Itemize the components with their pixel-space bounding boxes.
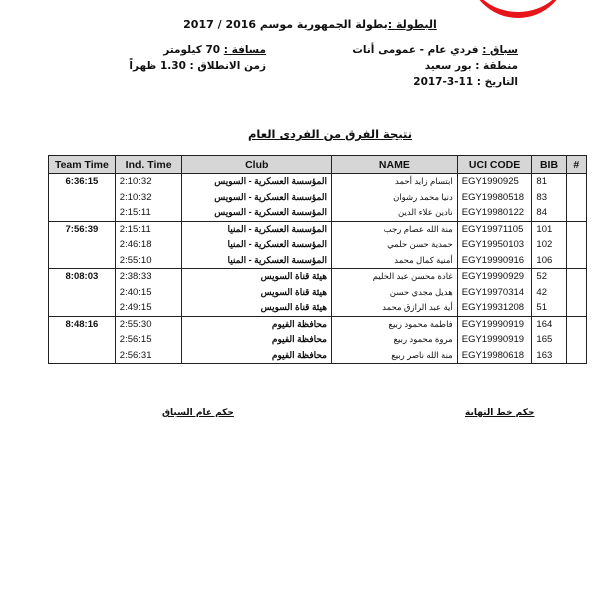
ind-time-cell: 2:40:15 xyxy=(115,285,182,301)
team-time-cell xyxy=(49,332,116,348)
club-cell: محافظة الفيوم xyxy=(182,348,332,364)
hash-cell xyxy=(566,174,586,190)
club-cell: هيئة قناة السويس xyxy=(182,300,332,316)
team-time-cell: 8:08:03 xyxy=(49,269,116,285)
title-label: البطولة : xyxy=(387,18,437,31)
header-team-time: Team Time xyxy=(49,156,116,174)
hash-cell xyxy=(566,221,586,237)
club-cell: المؤسسة العسكرية - السويس xyxy=(182,205,332,221)
finish-line-referee-signature: حكم خط النهاية xyxy=(465,408,535,418)
uci-code-cell: EGY19971105 xyxy=(457,221,532,237)
ind-time-cell: 2:10:32 xyxy=(115,174,182,190)
header-ind-time: Ind. Time xyxy=(115,156,182,174)
club-cell: محافظة الفيوم xyxy=(182,316,332,332)
bib-cell: 83 xyxy=(532,190,566,206)
table-row xyxy=(49,269,587,285)
header-hash: # xyxy=(566,156,586,174)
ind-time-cell: 2:15:11 xyxy=(115,205,182,221)
team-time-cell: 8:48:16 xyxy=(49,316,116,332)
table-row xyxy=(49,332,587,348)
header-name: NAME xyxy=(332,156,458,174)
hash-cell xyxy=(566,237,586,253)
rider-name-cell: ابتسام زايد أحمد xyxy=(332,174,458,190)
table-row xyxy=(49,348,587,364)
rider-name-cell: منة الله ناصر ربيع xyxy=(332,348,458,364)
race-referee-signature: حكم عام السباق xyxy=(162,408,234,418)
section-title: نتيجة الفرق من الفردى العام xyxy=(247,127,413,141)
uci-code-cell: EGY19970314 xyxy=(457,285,532,301)
header-club: Club xyxy=(182,156,332,174)
club-cell: المؤسسة العسكرية - المنيا xyxy=(182,221,332,237)
team-time-cell xyxy=(49,237,116,253)
rider-name-cell: نادين علاء الدين xyxy=(332,205,458,221)
rider-name-cell: مروة محمود ربيع xyxy=(332,332,458,348)
uci-code-cell: EGY1990925 xyxy=(457,174,532,190)
header-uci-code: UCI CODE xyxy=(457,156,532,174)
team-time-cell xyxy=(49,205,116,221)
table-row xyxy=(49,237,587,253)
ind-time-cell: 2:38:33 xyxy=(115,269,182,285)
table-row xyxy=(49,205,587,221)
table-row xyxy=(49,316,587,332)
rider-name-cell: منة الله عصام رجب xyxy=(332,221,458,237)
bib-cell: 164 xyxy=(532,316,566,332)
team-time-cell xyxy=(49,253,116,269)
bib-cell: 84 xyxy=(532,205,566,221)
ind-time-cell: 2:10:32 xyxy=(115,190,182,206)
bib-cell: 51 xyxy=(532,300,566,316)
uci-code-cell: EGY19980618 xyxy=(457,348,532,364)
uci-code-cell: EGY19980122 xyxy=(457,205,532,221)
table-row xyxy=(49,253,587,269)
bib-cell: 81 xyxy=(532,174,566,190)
hash-cell xyxy=(566,348,586,364)
ind-time-cell: 2:46:18 xyxy=(115,237,182,253)
team-time-cell xyxy=(49,190,116,206)
bib-cell: 101 xyxy=(532,221,566,237)
rider-name-cell: أمنية كمال محمد xyxy=(332,253,458,269)
club-cell: محافظة الفيوم xyxy=(182,332,332,348)
table-row xyxy=(49,221,587,237)
bib-cell: 102 xyxy=(532,237,566,253)
table-row xyxy=(49,285,587,301)
hash-cell xyxy=(566,300,586,316)
hash-cell xyxy=(566,332,586,348)
rider-name-cell: هديل مجدي حسن xyxy=(332,285,458,301)
start-time-info: زمن الانطلاق : 1.30 ظهراً xyxy=(129,60,266,72)
ind-time-cell: 2:56:15 xyxy=(115,332,182,348)
ind-time-cell: 2:55:10 xyxy=(115,253,182,269)
club-cell: المؤسسة العسكرية - السويس xyxy=(182,190,332,206)
rider-name-cell: حمدية حسن حلمي xyxy=(332,237,458,253)
race-value: فردي عام - عمومى أنات xyxy=(352,44,483,56)
ind-time-cell: 2:49:15 xyxy=(115,300,182,316)
logo-emblem xyxy=(468,0,568,18)
club-cell: المؤسسة العسكرية - المنيا xyxy=(182,237,332,253)
rider-name-cell: فاطمة محمود ربيع xyxy=(332,316,458,332)
bib-cell: 163 xyxy=(532,348,566,364)
hash-cell xyxy=(566,253,586,269)
championship-title xyxy=(160,18,460,31)
distance-value: 70 كيلومتر xyxy=(163,44,224,56)
title-text: بطولة الجمهورية موسم 2016 / 2017 xyxy=(183,18,388,31)
rider-name-cell: غادة محسن عبد الحليم xyxy=(332,269,458,285)
header-bib: BIB xyxy=(532,156,566,174)
uci-code-cell: EGY19980518 xyxy=(457,190,532,206)
uci-code-cell: EGY19990929 xyxy=(457,269,532,285)
bib-cell: 52 xyxy=(532,269,566,285)
date-info: التاريخ : 11-3-2017 xyxy=(413,76,518,88)
team-time-cell: 6:36:15 xyxy=(49,174,116,190)
table-row xyxy=(49,300,587,316)
hash-cell xyxy=(566,285,586,301)
rider-name-cell: دنيا محمد رشوان xyxy=(332,190,458,206)
results-body xyxy=(49,174,587,364)
bib-cell: 106 xyxy=(532,253,566,269)
race-info xyxy=(352,44,518,56)
uci-code-cell: EGY19990916 xyxy=(457,253,532,269)
hash-cell xyxy=(566,269,586,285)
team-time-cell xyxy=(49,300,116,316)
uci-code-cell: EGY19990919 xyxy=(457,316,532,332)
uci-code-cell: EGY19931208 xyxy=(457,300,532,316)
team-time-cell xyxy=(49,348,116,364)
table-row xyxy=(49,190,587,206)
ind-time-cell: 2:55:30 xyxy=(115,316,182,332)
region-info: منطقة : بور سعيد xyxy=(424,60,518,72)
table-header-row xyxy=(49,156,587,174)
club-cell: المؤسسة العسكرية - المنيا xyxy=(182,253,332,269)
ind-time-cell: 2:56:31 xyxy=(115,348,182,364)
race-label: سباق : xyxy=(482,44,518,56)
hash-cell xyxy=(566,316,586,332)
uci-code-cell: EGY19950103 xyxy=(457,237,532,253)
club-cell: هيئة قناة السويس xyxy=(182,285,332,301)
uci-code-cell: EGY19990919 xyxy=(457,332,532,348)
rider-name-cell: أية عبد الرازق محمد xyxy=(332,300,458,316)
ind-time-cell: 2:15:11 xyxy=(115,221,182,237)
table-row xyxy=(49,174,587,190)
team-time-cell xyxy=(49,285,116,301)
club-cell: المؤسسة العسكرية - السويس xyxy=(182,174,332,190)
team-time-cell: 7:56:39 xyxy=(49,221,116,237)
club-cell: هيئة قناة السويس xyxy=(182,269,332,285)
distance-label: مسافة : xyxy=(223,44,266,56)
distance-info xyxy=(163,44,266,56)
hash-cell xyxy=(566,205,586,221)
results-table xyxy=(48,155,587,364)
bib-cell: 165 xyxy=(532,332,566,348)
hash-cell xyxy=(566,190,586,206)
bib-cell: 42 xyxy=(532,285,566,301)
